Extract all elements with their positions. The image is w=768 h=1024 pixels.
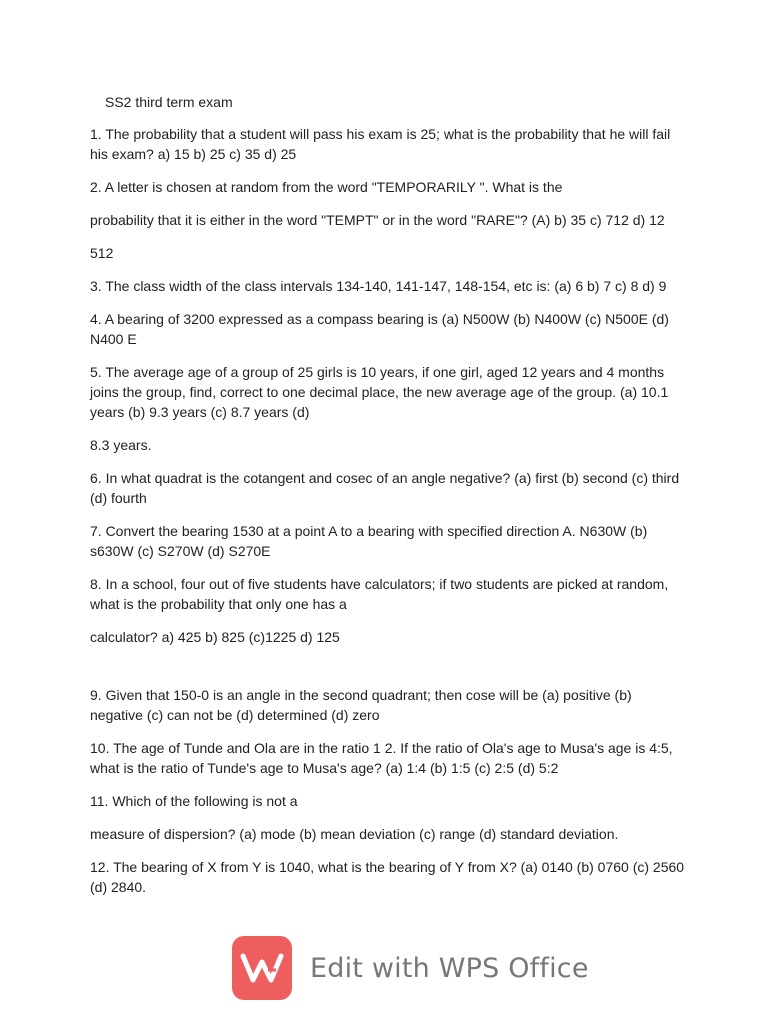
question-3: 3. The class width of the class intervals 134-140, 141-147, 148-154, etc is: (a) 6 b) 7 c) 8 d) 9 bbox=[90, 278, 667, 294]
wps-watermark-text: Edit with WPS Office bbox=[310, 952, 589, 984]
question-6: 6. In what quadrat is the cotangent and cosec of an angle negative? (a) first (b) second (c) third (d) fourth bbox=[90, 470, 680, 506]
wps-logo-icon bbox=[232, 936, 292, 1000]
question-8-continued: calculator? a) 425 b) 825 (c)1225 d) 125 bbox=[90, 629, 340, 645]
question-2-line-3: 512 bbox=[90, 245, 114, 261]
wps-watermark[interactable] bbox=[232, 936, 589, 1000]
question-1: 1. The probability that a student will pass his exam is 25; what is the probability that he will fail his exam? a) 15 b) 25 c) 35 d) 25 bbox=[90, 126, 671, 162]
question-9: 9. Given that 150-0 is an angle in the second quadrant; then cose will be (a) positive (b) negative (c) can not be (d) determined (d) zero bbox=[90, 687, 632, 723]
question-2-line-1: 2. A letter is chosen at random from the word "TEMPORARILY ". What is the bbox=[90, 179, 563, 195]
question-5-continued: 8.3 years. bbox=[90, 437, 152, 453]
document-body bbox=[90, 92, 686, 910]
question-2-line-2: probability that it is either in the word "TEMPT" or in the word "RARE"? (A) b) 35 c) 712 d) 12 bbox=[90, 212, 665, 228]
question-11-continued: measure of dispersion? (a) mode (b) mean deviation (c) range (d) standard deviation. bbox=[90, 826, 619, 842]
question-7: 7. Convert the bearing 1530 at a point A to a bearing with specified direction A. N630W (b) s630W (c) S270W (d) S270E bbox=[90, 523, 648, 559]
question-5: 5. The average age of a group of 25 girls is 10 years, if one girl, aged 12 years and 4 months joins the group, find, correct to one decimal place, the new average age of the group. (a) 10.1 years (b) 9.3 years (c) 8.7 years (d) bbox=[90, 364, 669, 420]
document-title: SS2 third term exam bbox=[105, 94, 233, 110]
question-8: 8. In a school, four out of five students have calculators; if two students are picked at random, what is the probability that only one has a bbox=[90, 576, 669, 612]
question-12: 12. The bearing of X from Y is 1040, what is the bearing of Y from X? (a) 0140 (b) 0760 (c) 2560 (d) 2840. bbox=[90, 859, 685, 895]
question-11: 11. Which of the following is not a bbox=[90, 793, 298, 809]
question-4: 4. A bearing of 3200 expressed as a compass bearing is (a) N500W (b) N400W (c) N500E (d) N400 E bbox=[90, 311, 669, 347]
question-10: 10. The age of Tunde and Ola are in the ratio 1 2. If the ratio of Ola's age to Musa's age is 4:5, what is the ratio of Tunde's age to Musa's age? (a) 1:4 (b) 1:5 (c) 2:5 (d) 5:2 bbox=[90, 740, 673, 776]
